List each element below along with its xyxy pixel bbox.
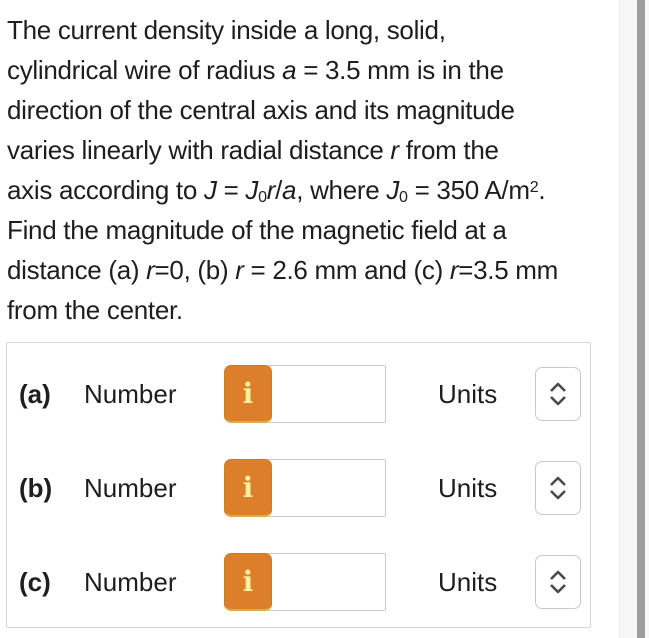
answer-input-b[interactable] [268, 459, 386, 517]
number-field-c [224, 553, 386, 611]
problem-line: direction of the central axis and its magnitude [7, 95, 515, 125]
answer-panel [6, 342, 591, 628]
problem-line: cylindrical wire of radius a = 3.5 mm is in the [7, 55, 504, 85]
info-icon: i [242, 376, 254, 410]
info-button-c[interactable] [224, 553, 272, 611]
info-button-a[interactable] [224, 365, 272, 423]
problem-line: varies linearly with radial distance r from the [7, 135, 499, 165]
answer-input-a[interactable] [268, 365, 386, 423]
problem-text [7, 10, 558, 330]
number-label-b: Number [84, 472, 177, 503]
info-icon: i [242, 564, 254, 598]
answer-row-c [7, 553, 590, 611]
units-select-c[interactable] [535, 555, 581, 609]
number-label-a: Number [84, 378, 177, 409]
number-label-c: Number [84, 566, 177, 597]
part-label-b: (b) [19, 472, 53, 503]
part-label-a: (a) [19, 378, 51, 409]
scrollbar-track[interactable] [619, 0, 649, 638]
units-select-b[interactable] [535, 461, 581, 515]
units-label-b: Units [438, 472, 498, 503]
answer-input-c[interactable] [268, 553, 386, 611]
number-field-b [224, 459, 386, 517]
number-field-a [224, 365, 386, 423]
chevron-up-down-icon [546, 474, 570, 502]
info-button-b[interactable] [224, 459, 272, 517]
units-select-a[interactable] [535, 367, 581, 421]
problem-line: distance (a) r=0, (b) r = 2.6 mm and (c) r=3.5 mm [7, 255, 559, 285]
problem-line: Find the magnitude of the magnetic field at a [7, 215, 507, 245]
scrollbar-thumb[interactable] [637, 0, 645, 638]
answer-row-a [7, 365, 590, 423]
problem-line: from the center. [7, 295, 183, 325]
chevron-up-down-icon [546, 568, 570, 596]
units-label-c: Units [438, 566, 498, 597]
problem-line: The current density inside a long, solid, [7, 15, 446, 45]
units-label-a: Units [438, 378, 498, 409]
answer-row-b [7, 459, 590, 517]
problem-line: axis according to $J = J_0r/a$, where $J_0 = 350$ $A/m^2$. [7, 175, 546, 206]
chevron-up-down-icon [546, 380, 570, 408]
info-icon: i [242, 470, 254, 504]
part-label-c: (c) [19, 566, 51, 597]
